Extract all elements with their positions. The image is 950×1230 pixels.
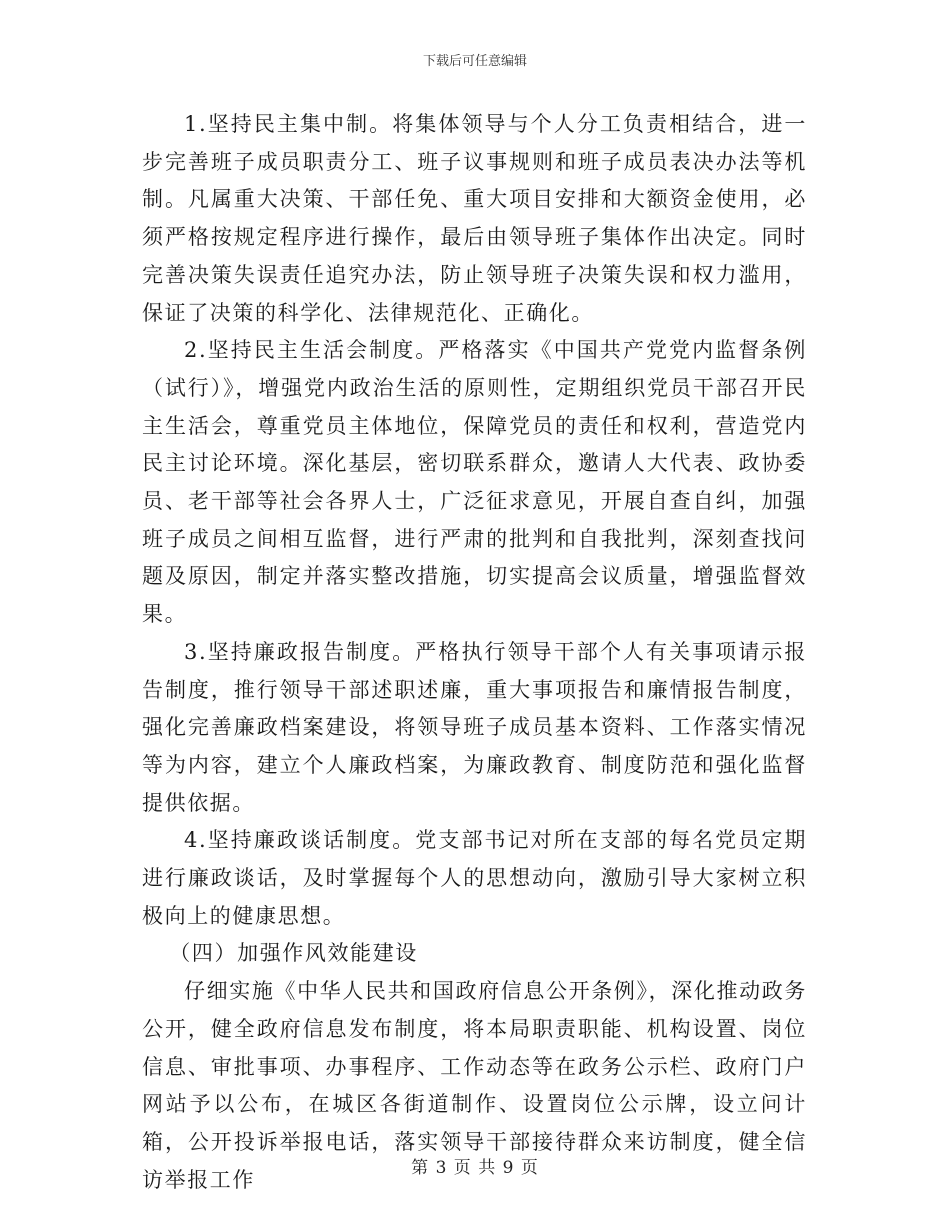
paragraph-integrity-report: 3.坚持廉政报告制度。严格执行领导干部个人有关事项请示报告制度，推行领导干部述职述廉，重大事项报告和廉情报告制度，强化完善廉政档案建设，将领导班子成员基本资料、工作落实情况等为内容，建立个人廉政档案，为廉政教育、制度防范和强化监督提供依据。	[142, 639, 807, 815]
paragraph-democratic-life-meeting: 2.坚持民主生活会制度。严格落实《中国共产党党内监督条例（试行）》，增强党内政治生活的原则性，定期组织党员干部召开民主生活会，尊重党员主体地位，保障党员的责任和权利，营造党内民主讨论环境。深化基层，密切联系群众，邀请人大代表、政协委员、老干部等社会各界人士，广泛征求意见，开展自查自纠，加强班子成员之间相互监督，进行严肃的批判和自我批判，深刻查找问题及原因，制定并落实整改措施，切实提高会议质量，增强监督效果。	[142, 338, 807, 627]
paragraph-integrity-talk: 4.坚持廉政谈话制度。党支部书记对所在支部的每名党员定期进行廉政谈话，及时掌握每个人的思想动向，激励引导大家树立积极向上的健康思想。	[142, 828, 807, 928]
document-body	[142, 106, 807, 1199]
paragraph-work-style: 仔细实施《中华人民共和国政府信息公开条例》，深化推动政务公开，健全政府信息发布制度，将本局职责职能、机构设置、岗位信息、审批事项、办事程序、工作动态等在政务公示栏、政府门户网站予以公布，在城区各街道制作、设置岗位公示牌，设立问计箱，公开投诉举报电话，落实领导干部接待群众来访制度，健全信访举报工作	[142, 979, 807, 1192]
page-number: 第 3 页 共 9 页	[411, 1158, 539, 1178]
page-header-note: 下载后可任意编辑	[422, 54, 527, 69]
paragraph-democratic-centralism: 1.坚持民主集中制。将集体领导与个人分工负责相结合，进一步完善班子成员职责分工、班子议事规则和班子成员表决办法等机制。凡属重大决策、干部任免、重大项目安排和大额资金使用，必须严格按规定程序进行操作，最后由领导班子集体作出决定。同时完善决策失误责任追究办法，防止领导班子决策失误和权力滥用，保证了决策的科学化、法律规范化、正确化。	[142, 112, 807, 325]
section-heading: （四）加强作风效能建设	[169, 941, 418, 966]
